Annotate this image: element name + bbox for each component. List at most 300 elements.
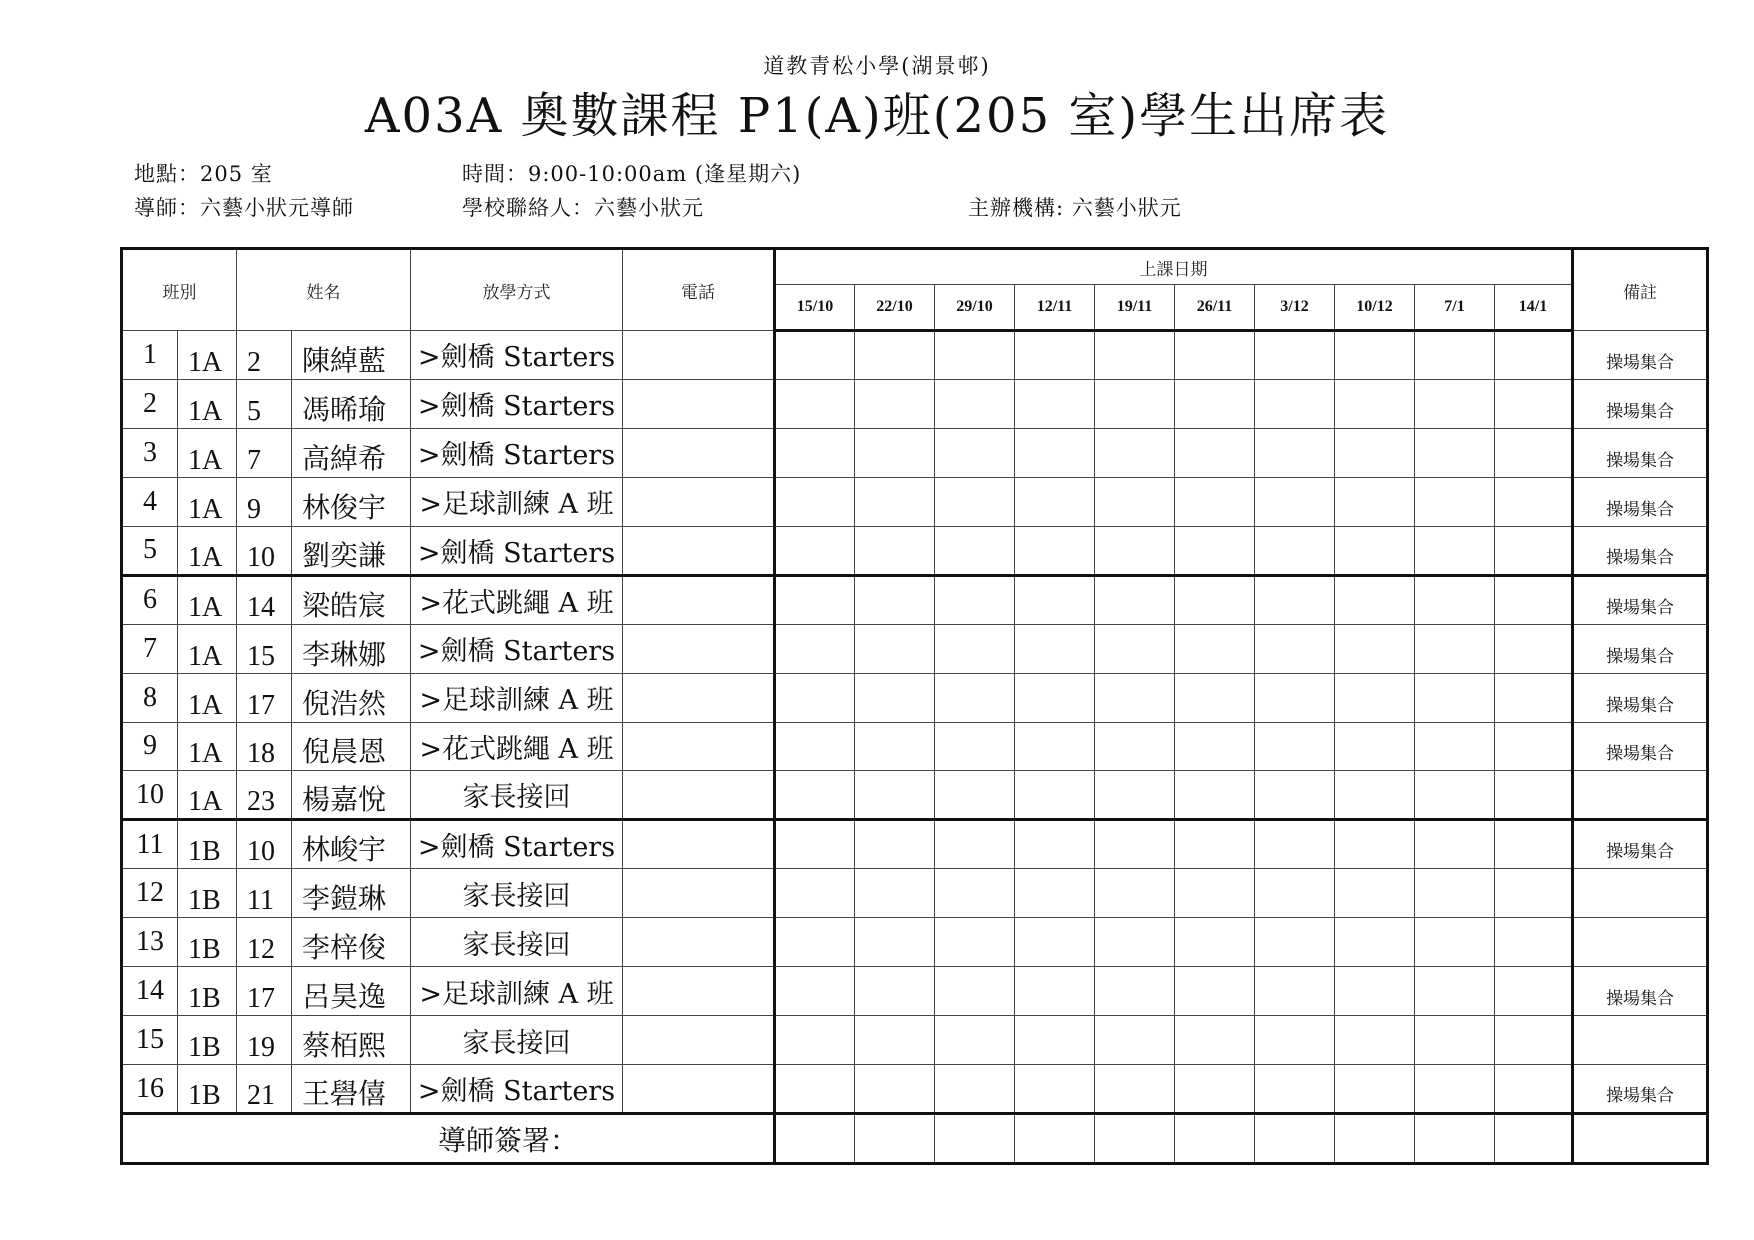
attendance-cell[interactable] bbox=[1015, 722, 1095, 771]
attendance-cell[interactable] bbox=[1335, 673, 1415, 722]
col-header-name: 姓名 bbox=[237, 249, 411, 331]
attendance-cell[interactable] bbox=[775, 918, 855, 967]
attendance-cell[interactable] bbox=[1095, 477, 1175, 526]
attendance-table bbox=[120, 247, 1709, 1165]
phone-cell bbox=[623, 1016, 775, 1065]
attendance-cell[interactable] bbox=[1175, 673, 1255, 722]
attendance-cell[interactable] bbox=[1255, 820, 1335, 869]
class-cell: 1B bbox=[178, 820, 237, 869]
dismissal-method-cell: >劍橋 Starters bbox=[411, 820, 623, 869]
student-name-cell: 李梓俊 bbox=[292, 918, 411, 967]
attendance-cell[interactable] bbox=[1015, 967, 1095, 1016]
attendance-cell[interactable] bbox=[1255, 1016, 1335, 1065]
class-cell: 1A bbox=[178, 771, 237, 820]
class-cell: 1A bbox=[178, 526, 237, 575]
attendance-cell[interactable] bbox=[1095, 575, 1175, 624]
attendance-cell[interactable] bbox=[1255, 331, 1335, 380]
attendance-cell[interactable] bbox=[1015, 771, 1095, 820]
attendance-cell[interactable] bbox=[935, 624, 1015, 673]
attendance-cell[interactable] bbox=[775, 331, 855, 380]
attendance-cell[interactable] bbox=[1495, 771, 1573, 820]
attendance-cell[interactable] bbox=[775, 771, 855, 820]
class-cell: 1B bbox=[178, 918, 237, 967]
student-number-cell: 17 bbox=[237, 673, 292, 722]
attendance-cell[interactable] bbox=[1335, 428, 1415, 477]
organizer-label: 主辦機構: 六藝小狀元 bbox=[968, 196, 1182, 220]
attendance-cell[interactable] bbox=[1255, 918, 1335, 967]
col-header-dates: 上課日期 bbox=[775, 249, 1573, 285]
attendance-cell[interactable] bbox=[775, 869, 855, 918]
student-name-cell: 倪浩然 bbox=[292, 673, 411, 722]
attendance-cell[interactable] bbox=[1495, 722, 1573, 771]
date-header: 7/1 bbox=[1415, 285, 1495, 331]
student-number-cell: 18 bbox=[237, 722, 292, 771]
remarks-cell: 操場集合 bbox=[1573, 624, 1708, 673]
row-number: 15 bbox=[122, 1016, 178, 1065]
attendance-cell[interactable] bbox=[1495, 967, 1573, 1016]
row-number: 2 bbox=[122, 379, 178, 428]
dismissal-method-cell: >足球訓練 A 班 bbox=[411, 673, 623, 722]
attendance-cell[interactable] bbox=[855, 428, 935, 477]
attendance-cell[interactable] bbox=[1495, 820, 1573, 869]
row-number: 6 bbox=[122, 575, 178, 624]
student-number-cell: 5 bbox=[237, 379, 292, 428]
attendance-cell[interactable] bbox=[855, 526, 935, 575]
attendance-cell[interactable] bbox=[1095, 967, 1175, 1016]
attendance-cell[interactable] bbox=[1495, 526, 1573, 575]
remarks-cell: 操場集合 bbox=[1573, 575, 1708, 624]
date-header: 26/11 bbox=[1175, 285, 1255, 331]
class-cell: 1A bbox=[178, 575, 237, 624]
student-name-cell: 呂昊逸 bbox=[292, 967, 411, 1016]
row-number: 7 bbox=[122, 624, 178, 673]
attendance-cell[interactable] bbox=[1175, 331, 1255, 380]
signature-date-cell[interactable] bbox=[1495, 1114, 1573, 1164]
class-cell: 1A bbox=[178, 624, 237, 673]
attendance-cell[interactable] bbox=[1335, 918, 1415, 967]
student-row bbox=[122, 379, 1708, 428]
student-row bbox=[122, 526, 1708, 575]
attendance-cell[interactable] bbox=[1335, 624, 1415, 673]
location-label: 地點：205 室 bbox=[134, 162, 273, 186]
dismissal-method-cell: >劍橋 Starters bbox=[411, 379, 623, 428]
attendance-cell[interactable] bbox=[1335, 722, 1415, 771]
phone-cell bbox=[623, 722, 775, 771]
student-name-cell: 梁皓宸 bbox=[292, 575, 411, 624]
attendance-cell[interactable] bbox=[1255, 722, 1335, 771]
attendance-cell[interactable] bbox=[855, 869, 935, 918]
attendance-cell[interactable] bbox=[935, 1016, 1015, 1065]
row-number: 9 bbox=[122, 722, 178, 771]
attendance-cell[interactable] bbox=[1095, 526, 1175, 575]
attendance-cell[interactable] bbox=[775, 379, 855, 428]
remarks-cell: 操場集合 bbox=[1573, 1065, 1708, 1114]
attendance-cell[interactable] bbox=[1335, 869, 1415, 918]
attendance-cell[interactable] bbox=[1095, 869, 1175, 918]
attendance-cell[interactable] bbox=[1175, 624, 1255, 673]
attendance-cell[interactable] bbox=[1095, 820, 1175, 869]
attendance-cell[interactable] bbox=[855, 820, 935, 869]
attendance-cell[interactable] bbox=[1495, 575, 1573, 624]
dismissal-method-cell: 家長接回 bbox=[411, 918, 623, 967]
phone-cell bbox=[623, 967, 775, 1016]
dismissal-method-cell: >劍橋 Starters bbox=[411, 428, 623, 477]
attendance-cell[interactable] bbox=[1015, 477, 1095, 526]
remarks-cell: 操場集合 bbox=[1573, 526, 1708, 575]
student-row bbox=[122, 428, 1708, 477]
dismissal-method-cell: 家長接回 bbox=[411, 1016, 623, 1065]
attendance-cell[interactable] bbox=[1415, 575, 1495, 624]
attendance-cell[interactable] bbox=[1015, 575, 1095, 624]
signature-date-cell[interactable] bbox=[1335, 1114, 1415, 1164]
phone-cell bbox=[623, 1065, 775, 1114]
header-row-top bbox=[122, 249, 1708, 285]
attendance-cell[interactable] bbox=[1495, 477, 1573, 526]
dismissal-method-cell: 家長接回 bbox=[411, 771, 623, 820]
row-number: 4 bbox=[122, 477, 178, 526]
remarks-cell bbox=[1573, 918, 1708, 967]
attendance-cell[interactable] bbox=[775, 624, 855, 673]
attendance-cell[interactable] bbox=[1415, 331, 1495, 380]
dismissal-method-cell: >劍橋 Starters bbox=[411, 1065, 623, 1114]
attendance-cell[interactable] bbox=[775, 673, 855, 722]
phone-cell bbox=[623, 918, 775, 967]
signature-date-cell[interactable] bbox=[1015, 1114, 1095, 1164]
attendance-cell[interactable] bbox=[1255, 428, 1335, 477]
attendance-cell[interactable] bbox=[1415, 379, 1495, 428]
tutor-label: 導師：六藝小狀元導師 bbox=[134, 196, 354, 220]
student-name-cell: 馮晞瑜 bbox=[292, 379, 411, 428]
student-number-cell: 14 bbox=[237, 575, 292, 624]
attendance-cell[interactable] bbox=[1415, 869, 1495, 918]
attendance-cell[interactable] bbox=[855, 967, 935, 1016]
attendance-cell[interactable] bbox=[1015, 1065, 1095, 1114]
remarks-cell: 操場集合 bbox=[1573, 477, 1708, 526]
student-name-cell: 李琳娜 bbox=[292, 624, 411, 673]
attendance-cell[interactable] bbox=[775, 477, 855, 526]
student-number-cell: 12 bbox=[237, 918, 292, 967]
remarks-cell bbox=[1573, 1016, 1708, 1065]
attendance-cell[interactable] bbox=[1015, 624, 1095, 673]
student-name-cell: 楊嘉悅 bbox=[292, 771, 411, 820]
date-header: 3/12 bbox=[1255, 285, 1335, 331]
attendance-cell[interactable] bbox=[935, 869, 1015, 918]
dismissal-method-cell: >劍橋 Starters bbox=[411, 624, 623, 673]
date-header: 19/11 bbox=[1095, 285, 1175, 331]
attendance-cell[interactable] bbox=[1175, 820, 1255, 869]
col-header-phone: 電話 bbox=[623, 249, 775, 331]
attendance-cell[interactable] bbox=[1175, 428, 1255, 477]
student-number-cell: 19 bbox=[237, 1016, 292, 1065]
date-header: 22/10 bbox=[855, 285, 935, 331]
attendance-cell[interactable] bbox=[775, 428, 855, 477]
attendance-cell[interactable] bbox=[1495, 673, 1573, 722]
student-name-cell: 劉奕謙 bbox=[292, 526, 411, 575]
attendance-cell[interactable] bbox=[855, 624, 935, 673]
signature-remarks-cell bbox=[1573, 1114, 1708, 1164]
attendance-cell[interactable] bbox=[855, 1016, 935, 1065]
attendance-cell[interactable] bbox=[1335, 331, 1415, 380]
student-row bbox=[122, 918, 1708, 967]
class-cell: 1A bbox=[178, 379, 237, 428]
attendance-cell[interactable] bbox=[1095, 722, 1175, 771]
dismissal-method-cell: >劍橋 Starters bbox=[411, 331, 623, 380]
attendance-cell[interactable] bbox=[1415, 1016, 1495, 1065]
remarks-cell bbox=[1573, 771, 1708, 820]
attendance-cell[interactable] bbox=[935, 526, 1015, 575]
signature-date-cell[interactable] bbox=[855, 1114, 935, 1164]
student-row bbox=[122, 575, 1708, 624]
attendance-cell[interactable] bbox=[1255, 379, 1335, 428]
attendance-cell[interactable] bbox=[1495, 869, 1573, 918]
attendance-cell[interactable] bbox=[1255, 673, 1335, 722]
remarks-cell: 操場集合 bbox=[1573, 428, 1708, 477]
student-number-cell: 7 bbox=[237, 428, 292, 477]
attendance-cell[interactable] bbox=[855, 477, 935, 526]
student-number-cell: 23 bbox=[237, 771, 292, 820]
attendance-cell[interactable] bbox=[775, 722, 855, 771]
attendance-cell[interactable] bbox=[1095, 1016, 1175, 1065]
class-cell: 1A bbox=[178, 722, 237, 771]
student-number-cell: 9 bbox=[237, 477, 292, 526]
attendance-cell[interactable] bbox=[1095, 331, 1175, 380]
attendance-cell[interactable] bbox=[1415, 477, 1495, 526]
class-cell: 1A bbox=[178, 428, 237, 477]
dismissal-method-cell: >花式跳繩 A 班 bbox=[411, 722, 623, 771]
attendance-cell[interactable] bbox=[855, 722, 935, 771]
phone-cell bbox=[623, 673, 775, 722]
attendance-cell[interactable] bbox=[775, 967, 855, 1016]
attendance-cell[interactable] bbox=[935, 722, 1015, 771]
attendance-cell[interactable] bbox=[935, 820, 1015, 869]
attendance-cell[interactable] bbox=[1415, 526, 1495, 575]
attendance-cell[interactable] bbox=[1415, 820, 1495, 869]
time-label: 時間：9:00-10:00am (逢星期六) bbox=[462, 162, 802, 186]
phone-cell bbox=[623, 526, 775, 575]
signature-date-cell[interactable] bbox=[1175, 1114, 1255, 1164]
attendance-cell[interactable] bbox=[1175, 918, 1255, 967]
student-row bbox=[122, 673, 1708, 722]
signature-date-cell[interactable] bbox=[775, 1114, 855, 1164]
phone-cell bbox=[623, 869, 775, 918]
attendance-cell[interactable] bbox=[1495, 1065, 1573, 1114]
attendance-cell[interactable] bbox=[1415, 771, 1495, 820]
attendance-cell[interactable] bbox=[1255, 869, 1335, 918]
attendance-cell[interactable] bbox=[1175, 722, 1255, 771]
attendance-cell[interactable] bbox=[775, 1016, 855, 1065]
attendance-cell[interactable] bbox=[1095, 918, 1175, 967]
attendance-cell[interactable] bbox=[1495, 428, 1573, 477]
class-cell: 1A bbox=[178, 673, 237, 722]
phone-cell bbox=[623, 379, 775, 428]
attendance-cell[interactable] bbox=[935, 967, 1015, 1016]
attendance-cell[interactable] bbox=[1015, 428, 1095, 477]
attendance-cell[interactable] bbox=[1255, 967, 1335, 1016]
attendance-cell[interactable] bbox=[1095, 624, 1175, 673]
attendance-cell[interactable] bbox=[935, 918, 1015, 967]
remarks-cell: 操場集合 bbox=[1573, 331, 1708, 380]
attendance-cell[interactable] bbox=[1255, 575, 1335, 624]
dismissal-method-cell: >花式跳繩 A 班 bbox=[411, 575, 623, 624]
attendance-cell[interactable] bbox=[935, 331, 1015, 380]
tutor-signature-label: 導師簽署： bbox=[122, 1114, 775, 1164]
attendance-cell[interactable] bbox=[1335, 1065, 1415, 1114]
row-number: 3 bbox=[122, 428, 178, 477]
attendance-cell[interactable] bbox=[1175, 477, 1255, 526]
student-number-cell: 15 bbox=[237, 624, 292, 673]
attendance-cell[interactable] bbox=[1415, 673, 1495, 722]
signature-date-cell[interactable] bbox=[1095, 1114, 1175, 1164]
row-number: 10 bbox=[122, 771, 178, 820]
attendance-cell[interactable] bbox=[1175, 869, 1255, 918]
attendance-cell[interactable] bbox=[1335, 575, 1415, 624]
attendance-cell[interactable] bbox=[1415, 967, 1495, 1016]
attendance-cell[interactable] bbox=[1495, 1016, 1573, 1065]
attendance-cell[interactable] bbox=[1495, 918, 1573, 967]
attendance-cell[interactable] bbox=[1175, 526, 1255, 575]
col-header-method: 放學方式 bbox=[411, 249, 623, 331]
student-row bbox=[122, 477, 1708, 526]
attendance-cell[interactable] bbox=[1415, 722, 1495, 771]
attendance-cell[interactable] bbox=[1015, 820, 1095, 869]
attendance-cell[interactable] bbox=[1095, 771, 1175, 820]
remarks-cell: 操場集合 bbox=[1573, 673, 1708, 722]
signature-row bbox=[122, 1114, 1708, 1164]
student-row bbox=[122, 1016, 1708, 1065]
attendance-cell[interactable] bbox=[935, 575, 1015, 624]
page-title: A03A 奧數課程 P1(A)班(205 室)學生出席表 bbox=[364, 88, 1390, 144]
col-header-remarks: 備註 bbox=[1573, 249, 1708, 331]
signature-date-cell[interactable] bbox=[1415, 1114, 1495, 1164]
attendance-cell[interactable] bbox=[855, 331, 935, 380]
attendance-cell[interactable] bbox=[935, 1065, 1015, 1114]
student-row bbox=[122, 331, 1708, 380]
attendance-cell[interactable] bbox=[1415, 918, 1495, 967]
attendance-cell[interactable] bbox=[1015, 869, 1095, 918]
attendance-cell[interactable] bbox=[1415, 624, 1495, 673]
attendance-cell[interactable] bbox=[1335, 771, 1415, 820]
class-cell: 1B bbox=[178, 1016, 237, 1065]
attendance-cell[interactable] bbox=[1335, 1016, 1415, 1065]
remarks-cell: 操場集合 bbox=[1573, 967, 1708, 1016]
phone-cell bbox=[623, 331, 775, 380]
dismissal-method-cell: >足球訓練 A 班 bbox=[411, 967, 623, 1016]
attendance-cell[interactable] bbox=[1255, 1065, 1335, 1114]
remarks-cell bbox=[1573, 869, 1708, 918]
remarks-cell: 操場集合 bbox=[1573, 722, 1708, 771]
attendance-cell[interactable] bbox=[775, 820, 855, 869]
attendance-cell[interactable] bbox=[1175, 967, 1255, 1016]
student-row bbox=[122, 771, 1708, 820]
dismissal-method-cell: >足球訓練 A 班 bbox=[411, 477, 623, 526]
attendance-cell[interactable] bbox=[1095, 428, 1175, 477]
student-row bbox=[122, 869, 1708, 918]
row-number: 13 bbox=[122, 918, 178, 967]
attendance-cell[interactable] bbox=[855, 575, 935, 624]
attendance-cell[interactable] bbox=[935, 771, 1015, 820]
attendance-cell[interactable] bbox=[935, 673, 1015, 722]
attendance-cell[interactable] bbox=[1015, 379, 1095, 428]
attendance-cell[interactable] bbox=[1015, 918, 1095, 967]
row-number: 16 bbox=[122, 1065, 178, 1114]
student-name-cell: 倪晨恩 bbox=[292, 722, 411, 771]
student-number-cell: 17 bbox=[237, 967, 292, 1016]
signature-date-cell[interactable] bbox=[935, 1114, 1015, 1164]
attendance-cell[interactable] bbox=[1175, 1065, 1255, 1114]
attendance-cell[interactable] bbox=[1335, 477, 1415, 526]
attendance-cell[interactable] bbox=[775, 575, 855, 624]
attendance-cell[interactable] bbox=[1175, 575, 1255, 624]
attendance-cell[interactable] bbox=[1255, 477, 1335, 526]
attendance-cell[interactable] bbox=[935, 428, 1015, 477]
attendance-cell[interactable] bbox=[1495, 624, 1573, 673]
student-name-cell: 王礐僖 bbox=[292, 1065, 411, 1114]
date-header: 29/10 bbox=[935, 285, 1015, 331]
student-name-cell: 高綽希 bbox=[292, 428, 411, 477]
school-contact-label: 學校聯絡人：六藝小狀元 bbox=[462, 196, 704, 220]
attendance-cell[interactable] bbox=[1335, 967, 1415, 1016]
attendance-cell[interactable] bbox=[1495, 331, 1573, 380]
attendance-cell[interactable] bbox=[855, 379, 935, 428]
attendance-cell[interactable] bbox=[1335, 526, 1415, 575]
attendance-cell[interactable] bbox=[1175, 1016, 1255, 1065]
attendance-cell[interactable] bbox=[935, 379, 1015, 428]
attendance-cell[interactable] bbox=[1095, 379, 1175, 428]
student-number-cell: 11 bbox=[237, 869, 292, 918]
student-row bbox=[122, 967, 1708, 1016]
attendance-cell[interactable] bbox=[1255, 624, 1335, 673]
signature-date-cell[interactable] bbox=[1255, 1114, 1335, 1164]
student-row bbox=[122, 624, 1708, 673]
class-cell: 1A bbox=[178, 331, 237, 380]
attendance-cell[interactable] bbox=[855, 771, 935, 820]
attendance-cell[interactable] bbox=[1255, 526, 1335, 575]
attendance-cell[interactable] bbox=[1015, 1016, 1095, 1065]
student-name-cell: 陳綽藍 bbox=[292, 331, 411, 380]
attendance-cell[interactable] bbox=[1015, 331, 1095, 380]
attendance-cell[interactable] bbox=[855, 1065, 935, 1114]
row-number: 1 bbox=[122, 331, 178, 380]
class-cell: 1B bbox=[178, 967, 237, 1016]
student-row bbox=[122, 722, 1708, 771]
student-row bbox=[122, 820, 1708, 869]
attendance-cell[interactable] bbox=[1015, 526, 1095, 575]
attendance-cell[interactable] bbox=[775, 526, 855, 575]
phone-cell bbox=[623, 771, 775, 820]
date-header: 12/11 bbox=[1015, 285, 1095, 331]
attendance-cell[interactable] bbox=[1175, 379, 1255, 428]
student-name-cell: 蔡栢熙 bbox=[292, 1016, 411, 1065]
attendance-cell[interactable] bbox=[775, 1065, 855, 1114]
phone-cell bbox=[623, 820, 775, 869]
attendance-cell[interactable] bbox=[1495, 379, 1573, 428]
attendance-cell[interactable] bbox=[1415, 428, 1495, 477]
attendance-cell[interactable] bbox=[855, 673, 935, 722]
attendance-cell[interactable] bbox=[1015, 673, 1095, 722]
attendance-cell[interactable] bbox=[1335, 379, 1415, 428]
attendance-cell[interactable] bbox=[1095, 1065, 1175, 1114]
class-cell: 1B bbox=[178, 1065, 237, 1114]
phone-cell bbox=[623, 428, 775, 477]
attendance-cell[interactable] bbox=[1415, 1065, 1495, 1114]
attendance-cell[interactable] bbox=[1335, 820, 1415, 869]
attendance-cell[interactable] bbox=[855, 918, 935, 967]
attendance-cell[interactable] bbox=[1255, 771, 1335, 820]
attendance-cell[interactable] bbox=[935, 477, 1015, 526]
student-row bbox=[122, 1065, 1708, 1114]
attendance-cell[interactable] bbox=[1095, 673, 1175, 722]
attendance-cell[interactable] bbox=[1175, 771, 1255, 820]
